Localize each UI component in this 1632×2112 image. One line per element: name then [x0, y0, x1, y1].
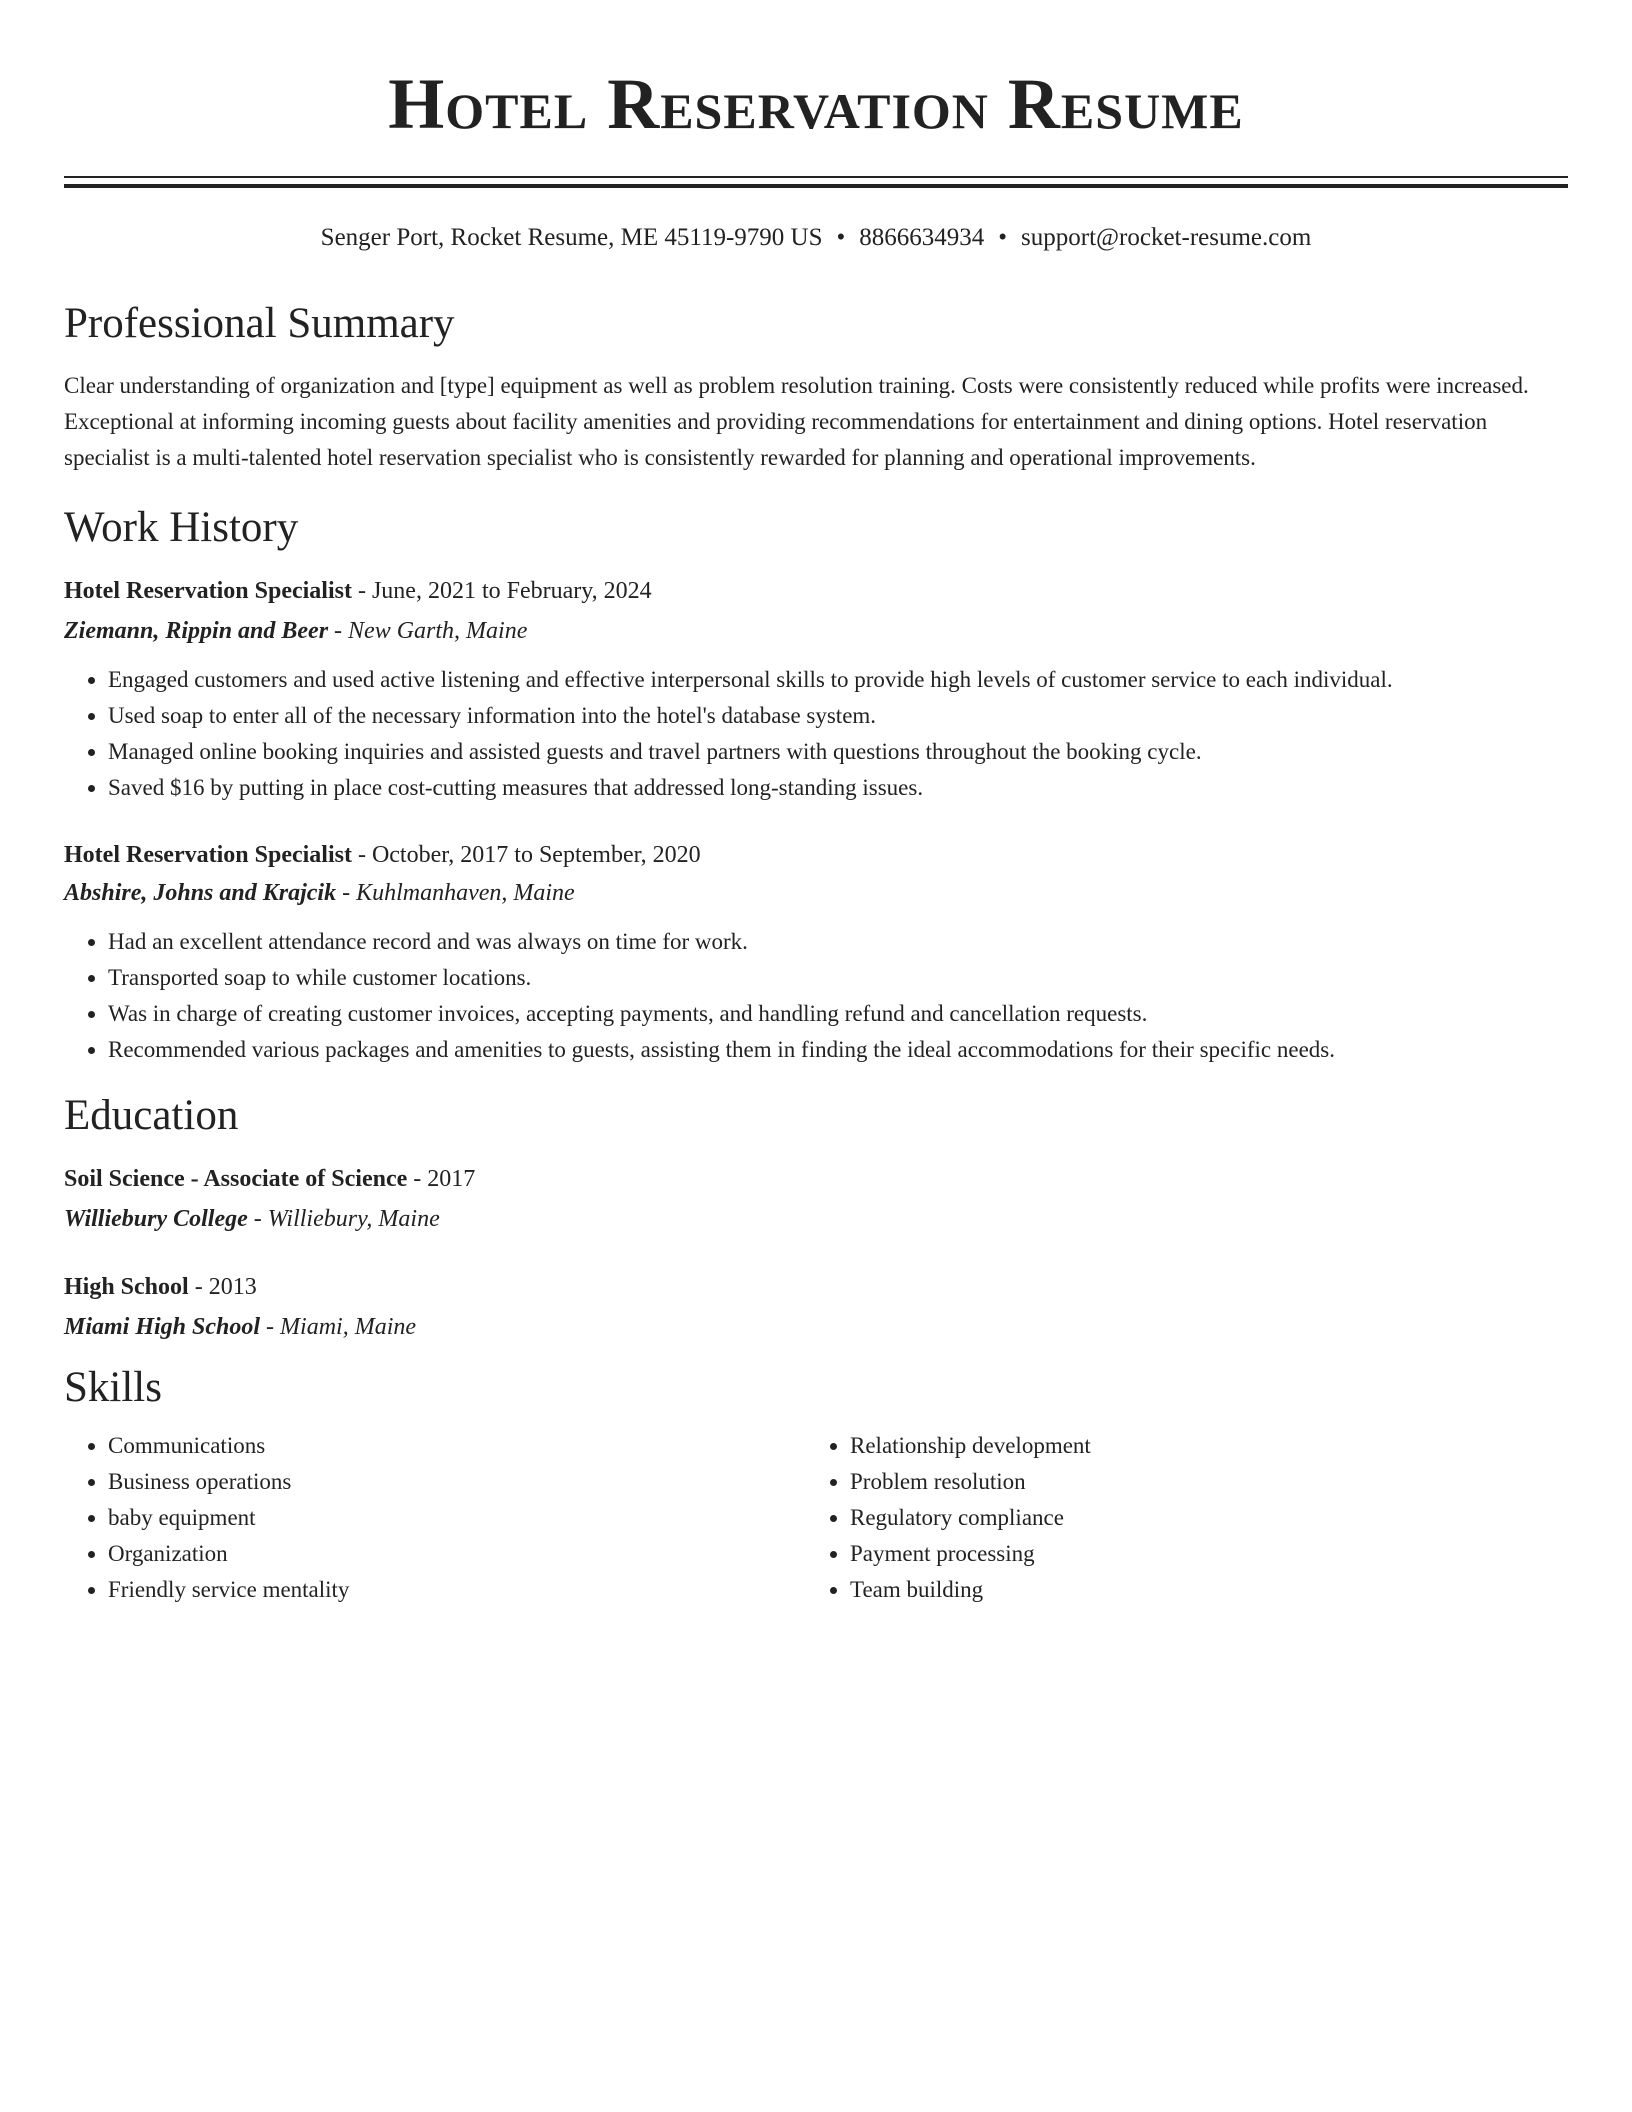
skill-item: • Friendly service mentality	[108, 1572, 806, 1608]
skill-item: • Payment processing	[850, 1536, 1548, 1572]
skill-item: • Organization	[108, 1536, 806, 1572]
degree-name: High School	[64, 1274, 189, 1300]
job-bullets	[64, 662, 1568, 806]
title-divider-thin	[64, 176, 1568, 178]
contact-address: Senger Port, Rocket Resume, ME 45119-9790 US	[320, 224, 823, 251]
skills-columns	[64, 1428, 1568, 1608]
job-dates: - October, 2017 to September, 2020	[351, 842, 701, 868]
job-dates: - June, 2021 to February, 2024	[351, 578, 652, 604]
skill-item: • Communications	[108, 1428, 806, 1464]
school-location: - Williebury, Maine	[247, 1206, 440, 1232]
company-line	[64, 614, 1568, 648]
work-history-heading: Work History	[64, 504, 299, 551]
education-heading: Education	[64, 1092, 239, 1139]
skills-heading: Skills	[64, 1364, 162, 1411]
skill-item: • Problem resolution	[850, 1464, 1548, 1500]
skill-item: • Relationship development	[850, 1428, 1548, 1464]
degree-year: - 2013	[188, 1274, 257, 1300]
company-name: Ziemann, Rippin and Beer	[64, 618, 329, 644]
list-item: • Recommended various packages and amenities to guests, assisting them in finding the ideal accommodations for their specific needs.	[108, 1032, 1568, 1068]
company-location: - Kuhlmanhaven, Maine	[336, 880, 575, 906]
skills-section	[64, 1362, 1568, 1608]
contact-separator: •	[836, 224, 846, 251]
skill-item: • Business operations	[108, 1464, 806, 1500]
contact-separator: •	[998, 224, 1008, 251]
summary-text: Clear understanding of organization and [type] equipment as well as problem resolution training. Costs were consistently reduced while profits were increased. Exceptional at informing incoming guests about facility amenities and providing recommendations for entertainment and dining options. Hotel reservation specialist is a multi-talented hotel reservation specialist who is consistently rewarded for planning and operational improvements.	[64, 373, 1529, 470]
list-item: • Saved $16 by putting in place cost-cutting measures that addressed long-standing issues.	[108, 770, 1568, 806]
school-name: Miami High School	[64, 1314, 261, 1340]
list-item: • Used soap to enter all of the necessary information into the hotel's database system.	[108, 698, 1568, 734]
summary-heading: Professional Summary	[64, 300, 455, 347]
job-bullets	[64, 924, 1568, 1068]
contact-email: support@rocket-resume.com	[1021, 224, 1312, 251]
skill-item: • Regulatory compliance	[850, 1500, 1548, 1536]
school-line	[64, 1310, 1568, 1344]
resume-title: Hotel Reservation Resume	[388, 64, 1244, 144]
contact-line	[64, 222, 1568, 254]
title-divider-thick	[64, 184, 1568, 188]
summary-section	[64, 298, 1568, 476]
job-title-line	[64, 574, 1568, 608]
contact-phone: 8866634934	[859, 224, 985, 251]
company-line	[64, 876, 1568, 910]
education-entry	[64, 1270, 1568, 1344]
school-name: Williebury College	[64, 1206, 248, 1232]
list-item: • Transported soap to while customer locations.	[108, 960, 1568, 996]
education-section	[64, 1090, 1568, 1344]
school-location: - Miami, Maine	[260, 1314, 417, 1340]
list-item: • Had an excellent attendance record and was always on time for work.	[108, 924, 1568, 960]
job-title: Hotel Reservation Specialist	[64, 578, 352, 604]
education-entry	[64, 1162, 1568, 1236]
list-item: • Managed online booking inquiries and assisted guests and travel partners with questions throughout the booking cycle.	[108, 734, 1568, 770]
degree-line	[64, 1270, 1568, 1304]
skills-right-column	[806, 1428, 1548, 1608]
degree-line	[64, 1162, 1568, 1196]
company-name: Abshire, Johns and Krajcik	[64, 880, 337, 906]
degree-year: - 2017	[407, 1166, 476, 1192]
list-item: • Was in charge of creating customer invoices, accepting payments, and handling refund and cancellation requests.	[108, 996, 1568, 1032]
job-entry	[64, 838, 1568, 1068]
job-title: Hotel Reservation Specialist	[64, 842, 352, 868]
degree-name: Soil Science - Associate of Science	[64, 1166, 408, 1192]
school-line	[64, 1202, 1568, 1236]
skill-item: • baby equipment	[108, 1500, 806, 1536]
company-location: - New Garth, Maine	[328, 618, 528, 644]
job-entry	[64, 574, 1568, 806]
job-title-line	[64, 838, 1568, 872]
skill-item: • Team building	[850, 1572, 1548, 1608]
work-history-section	[64, 502, 1568, 1068]
list-item: • Engaged customers and used active listening and effective interpersonal skills to provide high levels of customer service to each individual.	[108, 662, 1568, 698]
skills-left-column	[64, 1428, 806, 1608]
